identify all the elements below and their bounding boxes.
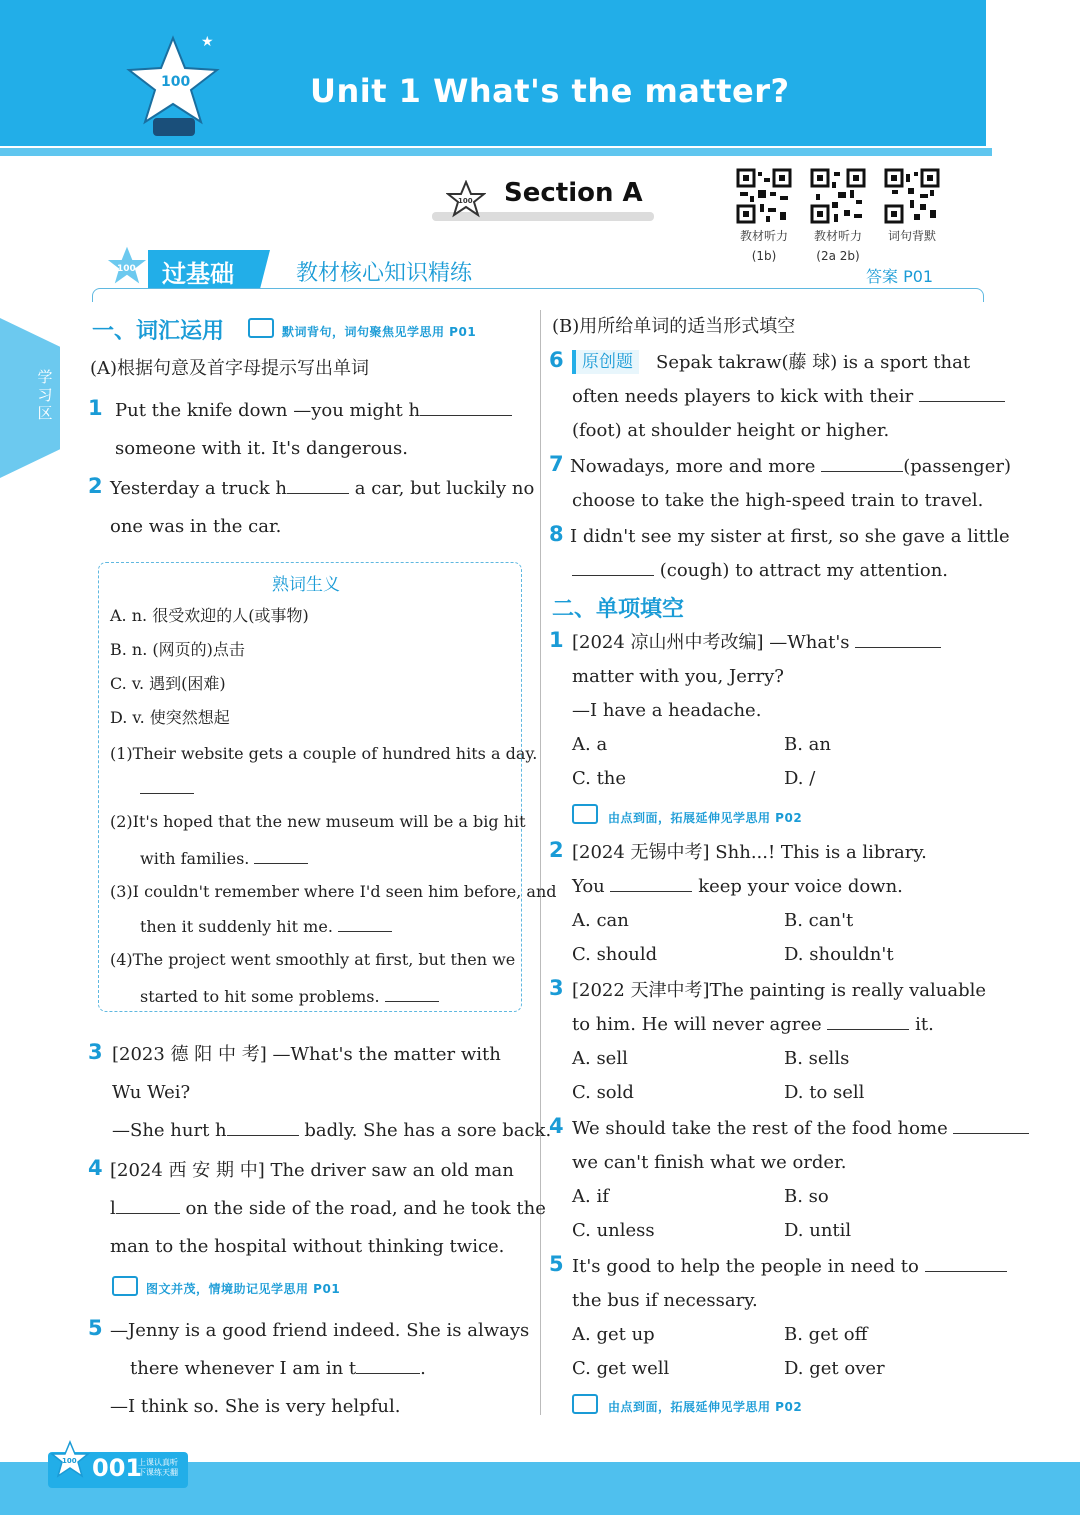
notebook-icon [248, 318, 274, 338]
question-text: there whenever I am in t . [130, 1358, 426, 1379]
qr-label: 教材听力 (1b) [739, 229, 788, 263]
answer-blank[interactable] [610, 874, 692, 892]
meaning-item: B. n. (网页的)点击 [110, 640, 245, 659]
option-c[interactable]: C. get well [572, 1358, 670, 1379]
question-number: 1 [88, 396, 103, 420]
mascot-star-icon [125, 30, 225, 140]
svg-text:100: 100 [458, 197, 473, 205]
question-number: 5 [549, 1252, 564, 1276]
section-heading [432, 176, 654, 222]
word-meaning-title: 熟词生义 [272, 575, 340, 595]
base-badge-label: 过基础 [162, 260, 234, 288]
column-divider [540, 310, 541, 1415]
box-question: then it suddenly hit me. [140, 914, 392, 939]
option-a[interactable]: A. get up [572, 1324, 655, 1345]
question-text: Nowadays, more and more (passenger) [570, 456, 1011, 477]
multiple-choice-heading: 二、单项填空 [552, 597, 685, 622]
meaning-item: D. v. 使突然想起 [110, 708, 230, 727]
option-a[interactable]: A. can [572, 910, 629, 931]
answer-blank[interactable] [287, 476, 349, 494]
box-question: (2)It's hoped that the new museum will be a big hit [110, 812, 526, 831]
question-text: —Jenny is a good friend indeed. She is always [110, 1320, 530, 1341]
reference-note: 由点到面，拓展延伸见学思用 P02 [608, 1400, 803, 1414]
option-c[interactable]: C. sold [572, 1082, 634, 1103]
question-text: You keep your voice down. [572, 876, 903, 897]
answer-blank[interactable] [356, 1356, 420, 1374]
question-number: 1 [549, 628, 564, 652]
header-banner-stripe [0, 146, 992, 156]
question-text: someone with it. It's dangerous. [115, 438, 409, 459]
option-b[interactable]: B. so [784, 1186, 829, 1207]
question-text: We should take the rest of the food home [572, 1116, 1029, 1142]
option-d[interactable]: D. shouldn't [784, 944, 894, 965]
question-text: the bus if necessary. [572, 1290, 758, 1311]
question-number: 5 [88, 1316, 103, 1340]
option-d[interactable]: D. to sell [784, 1082, 865, 1103]
question-text: we can't finish what we order. [572, 1152, 847, 1173]
question-number: 3 [549, 976, 564, 1000]
answer-blank[interactable] [855, 630, 941, 648]
option-d[interactable]: D. until [784, 1220, 852, 1241]
question-number: 3 [88, 1040, 103, 1064]
question-text: [2024 凉山州中考改编] —What's [572, 630, 941, 656]
answer-blank[interactable] [116, 1196, 180, 1214]
question-text: —I think so. She is very helpful. [110, 1396, 401, 1417]
question-text: to him. He will never agree it. [572, 1014, 934, 1035]
box-question: started to hit some problems. [140, 984, 439, 1009]
vocab-note: 默词背句，词句聚焦见学思用 P01 [282, 325, 477, 339]
question-text: I didn't see my sister at first, so she gave a little [570, 526, 1010, 547]
question-text: —She hurt h badly. She has a sore back. [112, 1120, 552, 1141]
page-number: 001 [92, 1454, 143, 1482]
content-frame [92, 288, 984, 302]
question-text: often needs players to kick with their [572, 384, 1005, 410]
part-a-instruction: (A)根据句意及首字母提示写出单词 [90, 358, 370, 379]
question-text: Put the knife down —you might h [115, 398, 512, 424]
part-b-instruction: (B)用所给单词的适当形式填空 [552, 316, 796, 337]
question-text: Wu Wei? [112, 1082, 191, 1103]
reference-note: 由点到面，拓展延伸见学思用 P02 [608, 811, 803, 825]
side-tab-label: 学习区 [37, 368, 53, 422]
question-text: Yesterday a truck h a car, but luckily no [110, 478, 535, 499]
base-subtitle: 教材核心知识精练 [296, 261, 473, 286]
vocab-heading: 一、词汇运用 [92, 319, 225, 344]
answer-blank[interactable] [420, 398, 512, 416]
box-question [140, 776, 194, 801]
question-text: [2023 德 阳 中 考] —What's the matter with [112, 1044, 501, 1065]
box-question: (3)I couldn't remember where I'd seen him before, and [110, 882, 557, 901]
option-b[interactable]: B. can't [784, 910, 854, 931]
option-d[interactable]: D. / [784, 768, 816, 789]
question-number: 2 [88, 474, 103, 498]
option-c[interactable]: C. the [572, 768, 627, 789]
answer-blank[interactable] [925, 1254, 1007, 1272]
box-question: (4)The project went smoothly at first, but then we [110, 950, 516, 969]
question-text: It's good to help the people in need to [572, 1254, 1007, 1280]
meaning-item: A. n. 很受欢迎的人(或事物) [110, 606, 309, 625]
option-a[interactable]: A. a [572, 734, 608, 755]
option-a[interactable]: A. sell [572, 1048, 628, 1069]
question-number: 8 [549, 522, 564, 546]
box-question: with families. [140, 846, 308, 871]
question-text: [2024 无锡中考] Shh...! This is a library. [572, 842, 927, 863]
option-d[interactable]: D. get over [784, 1358, 885, 1379]
question-text: [2024 西 安 期 中] The driver saw an old man [110, 1160, 514, 1181]
option-b[interactable]: B. sells [784, 1048, 850, 1069]
qr-label: 词句背默 [887, 229, 936, 243]
mascot-star-icon [50, 1440, 90, 1480]
answer-blank[interactable] [919, 384, 1005, 402]
expand-icon [572, 1394, 598, 1414]
answer-blank[interactable] [385, 984, 439, 1002]
picture-icon [112, 1276, 138, 1296]
answer-blank[interactable] [827, 1012, 909, 1030]
footer-slogan: 上课认真听 下课练天翻 [138, 1458, 178, 1477]
answer-blank[interactable] [338, 914, 392, 932]
star-icon [446, 180, 486, 218]
qr-code-icon[interactable] [884, 168, 940, 224]
answer-blank[interactable] [140, 776, 194, 794]
page-title: Unit 1 What's the matter? [310, 72, 790, 110]
svg-text:100: 100 [117, 264, 136, 274]
option-c[interactable]: C. unless [572, 1220, 655, 1241]
question-text: choose to take the high-speed train to travel. [572, 490, 984, 511]
question-number: 6 [549, 348, 564, 372]
svg-text:★: ★ [201, 34, 214, 50]
question-number: 4 [88, 1156, 103, 1180]
answer-blank[interactable] [953, 1116, 1029, 1134]
section-title: Section A [504, 178, 643, 208]
original-question-tag: 原创题 [572, 350, 639, 374]
question-text: —I have a headache. [572, 700, 762, 721]
reference-note: 图文并茂，情境助记见学思用 P01 [146, 1282, 341, 1296]
meaning-item: C. v. 遇到(困难) [110, 674, 226, 693]
qr-code-icon[interactable] [810, 168, 866, 224]
question-text: man to the hospital without thinking twice. [110, 1236, 505, 1257]
svg-text:100: 100 [161, 74, 191, 90]
option-b[interactable]: B. an [784, 734, 831, 755]
question-text: Sepak takraw(藤 球) is a sport that [656, 352, 971, 373]
option-c[interactable]: C. should [572, 944, 658, 965]
answer-blank[interactable] [572, 558, 654, 576]
option-b[interactable]: B. get off [784, 1324, 868, 1345]
qr-label: 教材听力 (2a 2b) [813, 229, 862, 263]
question-number: 2 [549, 838, 564, 862]
question-text: l on the side of the road, and he took the [110, 1198, 546, 1219]
box-question: (1)Their website gets a couple of hundred hits a day. [110, 744, 538, 763]
question-text: (foot) at shoulder height or higher. [572, 420, 890, 441]
question-number: 7 [549, 452, 564, 476]
mascot-star-icon [102, 242, 152, 290]
svg-text:100: 100 [62, 1457, 77, 1465]
answer-blank[interactable] [227, 1118, 299, 1136]
question-text: [2022 天津中考]The painting is really valuable [572, 980, 986, 1001]
answer-blank[interactable] [821, 454, 903, 472]
question-text: matter with you, Jerry? [572, 666, 784, 687]
question-number: 4 [549, 1114, 564, 1138]
question-text: (cough) to attract my attention. [572, 558, 948, 584]
expand-icon [572, 804, 598, 824]
answer-blank[interactable] [254, 846, 308, 864]
option-a[interactable]: A. if [572, 1186, 609, 1207]
answer-reference[interactable]: 答案 P01 [866, 267, 934, 286]
qr-code-icon[interactable] [736, 168, 792, 224]
question-text: one was in the car. [110, 516, 282, 537]
